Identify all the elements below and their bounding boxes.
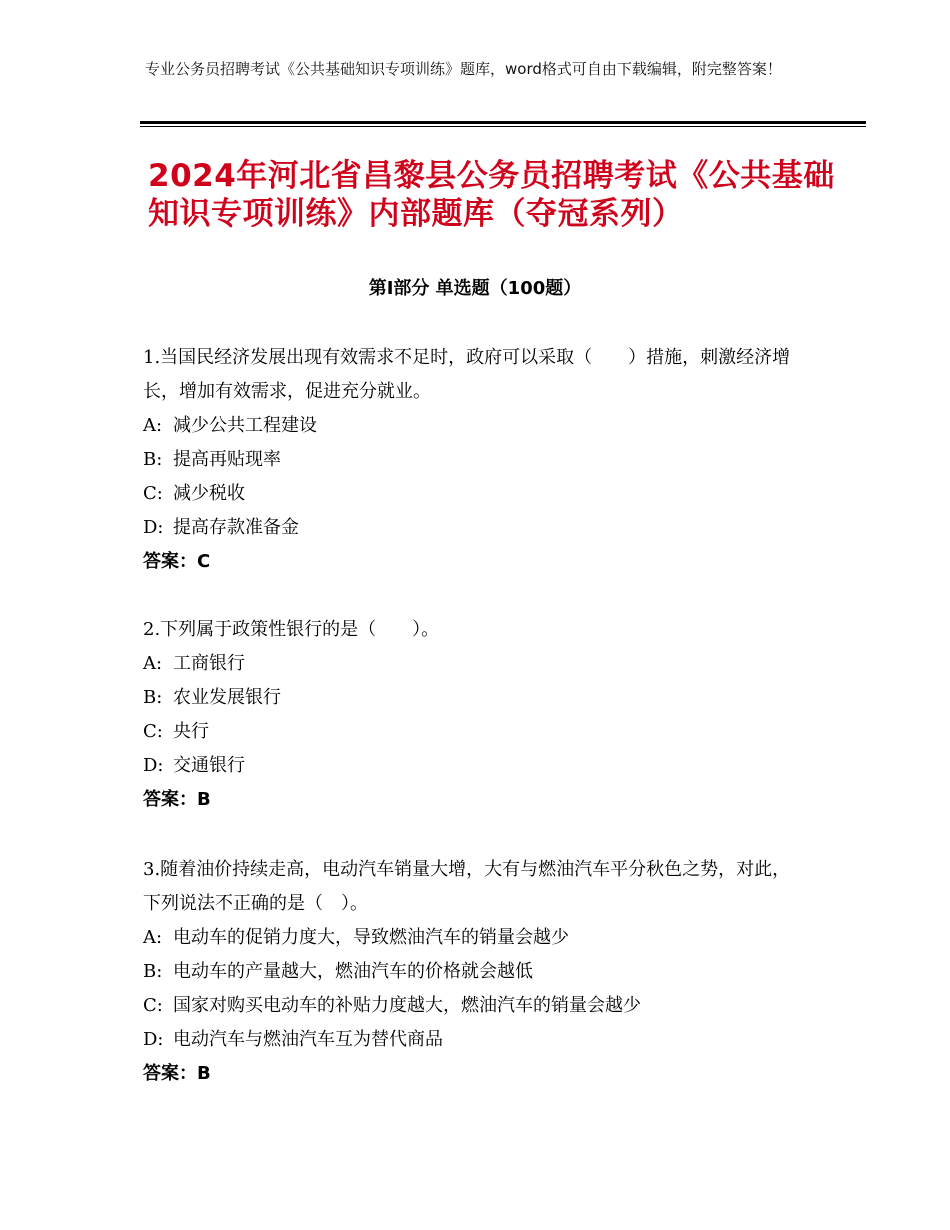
header-divider-thick (140, 121, 866, 124)
option-key: A: (143, 415, 163, 436)
question-option-d (143, 511, 803, 545)
option-key: B: (143, 961, 163, 982)
question-option-a (143, 647, 803, 681)
option-text: 减少税收 (173, 483, 245, 504)
option-key: D: (143, 1029, 164, 1050)
question-option-c (143, 989, 803, 1023)
option-key: C: (143, 995, 163, 1016)
option-text: 交通银行 (173, 755, 245, 776)
option-key: C: (143, 721, 163, 742)
question-option-b (143, 955, 803, 989)
question-stem: 3.随着油价持续走高，电动汽车销量大增，大有与燃油汽车平分秋色之势，对此，下列说法不正确的是（ ）。 (143, 859, 791, 914)
question-answer: 答案：C (143, 551, 211, 572)
option-text: 提高存款准备金 (173, 517, 299, 538)
option-text: 央行 (173, 721, 209, 742)
question-1 (143, 341, 803, 579)
option-key: A: (143, 653, 163, 674)
option-key: D: (143, 755, 164, 776)
question-option-b (143, 681, 803, 715)
option-text: 电动车的产量越大，燃油汽车的价格就会越低 (173, 961, 533, 982)
option-text: 工商银行 (173, 653, 245, 674)
question-option-d (143, 1023, 803, 1057)
option-text: 农业发展银行 (173, 687, 281, 708)
option-key: C: (143, 483, 163, 504)
document-title: 2024年河北省昌黎县公务员招聘考试《公共基础知识专项训练》内部题库（夺冠系列） (148, 158, 835, 232)
question-option-c (143, 477, 803, 511)
question-answer: 答案：B (143, 789, 211, 810)
option-text: 国家对购买电动车的补贴力度越大，燃油汽车的销量会越少 (173, 995, 641, 1016)
option-key: B: (143, 687, 163, 708)
question-option-b (143, 443, 803, 477)
option-text: 电动车的促销力度大，导致燃油汽车的销量会越少 (173, 927, 569, 948)
question-answer: 答案：B (143, 1063, 211, 1084)
question-option-a (143, 409, 803, 443)
option-text: 提高再贴现率 (173, 449, 281, 470)
question-option-a (143, 921, 803, 955)
option-key: B: (143, 449, 163, 470)
option-text: 电动汽车与燃油汽车互为替代商品 (173, 1029, 443, 1050)
section-title: 第Ⅰ部分 单选题（100题） (368, 278, 582, 299)
question-2 (143, 613, 803, 817)
option-text: 减少公共工程建设 (173, 415, 317, 436)
option-key: D: (143, 517, 164, 538)
question-3 (143, 853, 803, 1091)
option-key: A: (143, 927, 163, 948)
question-option-d (143, 749, 803, 783)
header-divider-thin (140, 126, 866, 127)
question-option-c (143, 715, 803, 749)
question-stem: 2.下列属于政策性银行的是（ ）。 (143, 619, 440, 640)
header-note: 专业公务员招聘考试《公共基础知识专项训练》题库，word格式可自由下载编辑，附完整答案！ (145, 60, 782, 78)
question-stem: 1.当国民经济发展出现有效需求不足时，政府可以采取（ ）措施，刺激经济增长，增加有效需求，促进充分就业。 (143, 347, 791, 402)
